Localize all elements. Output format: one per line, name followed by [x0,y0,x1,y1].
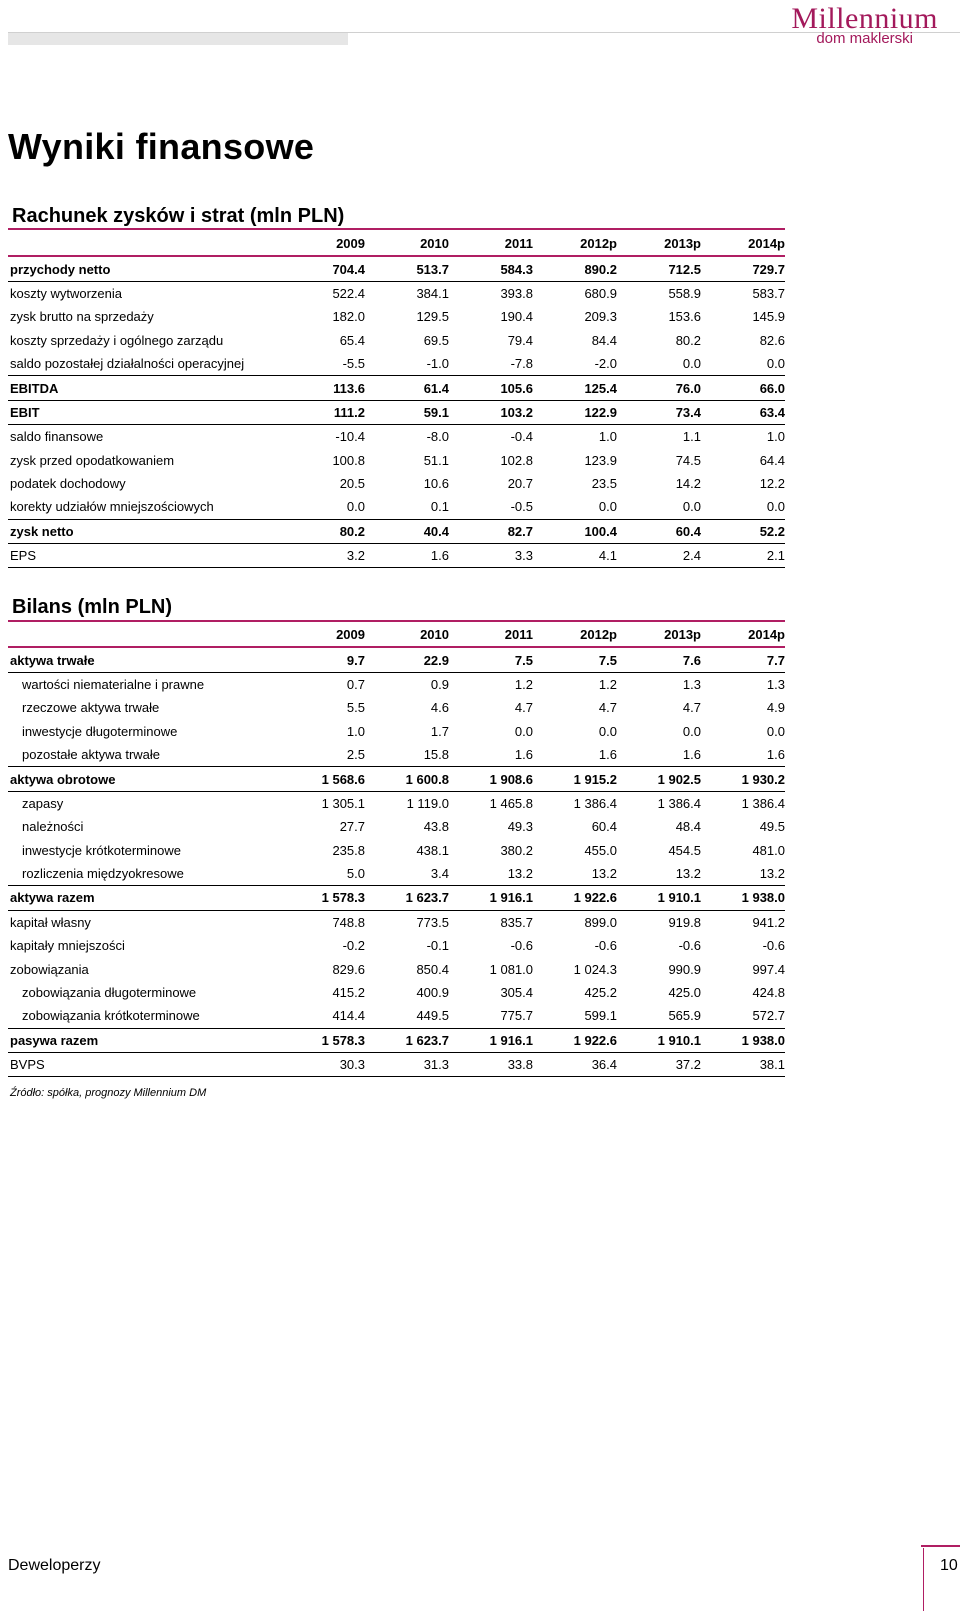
value-cell: 3.3 [449,544,533,568]
row-label: inwestycje długoterminowe [22,723,178,739]
value-cell: 3.4 [365,862,449,886]
value-cell: 9.7 [281,647,365,672]
value-cell: 380.2 [500,842,533,858]
value-cell: 425.0 [668,985,701,1001]
value-cell: 0.0 [514,723,533,739]
table-row [8,767,785,791]
value-cell: 990.9 [668,961,701,977]
value-cell: 449.5 [365,1004,449,1028]
source-note: Źródło: spółka, prognozy Millennium DM [10,1087,207,1099]
value-cell: 0.9 [430,676,449,692]
table-row [8,544,785,568]
value-cell: 1 578.3 [281,886,365,910]
income-statement-title: Rachunek zysków i strat (mln PLN) [12,205,345,227]
value-cell: 704.4 [281,256,365,281]
value-cell: 1.2 [514,676,533,692]
value-cell: 20.5 [339,476,365,492]
value-cell: -0.6 [510,938,533,954]
value-cell: 829.6 [332,961,365,977]
value-cell: -0.5 [449,495,533,519]
table-header-row [8,232,785,256]
row-label: zysk brutto na sprzedaży [10,309,154,325]
value-cell: 1.6 [365,544,449,568]
value-cell: 1.2 [598,676,617,692]
table-row [8,376,785,400]
value-cell: 1 600.8 [365,767,449,791]
value-cell: 1 024.3 [573,961,617,977]
value-cell: 129.5 [416,309,449,325]
value-cell: 1 916.1 [449,1028,533,1052]
value-cell: 38.1 [701,1053,785,1077]
value-cell: -0.6 [678,938,701,954]
value-cell: 919.8 [668,914,701,930]
value-cell: 76.0 [617,376,701,400]
value-cell: 0.0 [766,723,785,739]
value-cell: 1 922.6 [533,1028,617,1052]
value-cell: -1.0 [365,352,449,376]
value-cell: 729.7 [701,256,785,281]
value-cell: 15.8 [365,743,449,767]
value-cell: -0.6 [762,938,785,954]
value-cell: 1 578.3 [281,1028,365,1052]
value-cell: 48.4 [675,819,701,835]
value-cell: 0.7 [346,676,365,692]
value-cell: 123.9 [584,452,617,468]
value-cell: 1.0 [346,723,365,739]
value-cell: 2.1 [701,544,785,568]
value-cell: 23.5 [591,476,617,492]
value-cell: 100.8 [332,452,365,468]
value-cell: 0.1 [365,495,449,519]
row-label: aktywa obrotowe [8,767,281,791]
value-cell: -7.8 [449,352,533,376]
page-number: 10 [940,1557,958,1574]
value-cell: 0.0 [682,723,701,739]
value-cell: 1 916.1 [449,886,533,910]
table-row [8,281,785,305]
footer-rule [921,1545,960,1547]
value-cell: 1 386.4 [573,795,617,811]
value-cell: 583.7 [752,285,785,301]
value-cell: 100.4 [533,519,617,543]
value-cell: 5.5 [346,700,365,716]
value-cell: 414.4 [281,1004,365,1028]
value-cell: 40.4 [365,519,449,543]
value-cell: 80.2 [281,519,365,543]
row-label: saldo finansowe [10,429,104,445]
table-row [8,839,785,862]
value-cell: 400.9 [416,985,449,1001]
header-label-cell [8,232,281,256]
value-cell: 49.3 [507,819,533,835]
value-cell: 1 922.6 [533,886,617,910]
table-row [8,256,785,281]
row-label: saldo pozostałej działalności operacyjnej [8,352,281,376]
value-cell: 51.1 [423,452,449,468]
row-label: BVPS [8,1053,281,1077]
row-label: EBIT [8,400,281,424]
value-cell: 425.2 [584,985,617,1001]
value-cell: 4.6 [430,700,449,716]
table-row [8,352,785,376]
row-label: rozliczenia międzyokresowe [8,862,281,886]
value-cell: 1 915.2 [533,767,617,791]
value-cell: -0.6 [594,938,617,954]
column-header: 2014p [701,232,785,256]
value-cell: 37.2 [617,1053,701,1077]
income-statement-title-rule [8,228,785,230]
balance-sheet-title: Bilans (mln PLN) [12,596,173,618]
value-cell: 7.5 [533,647,617,672]
logo-name: Millennium [791,2,938,35]
value-cell: 890.2 [533,256,617,281]
balance-sheet-table [8,623,785,1077]
value-cell: 125.4 [533,376,617,400]
value-cell: 1.7 [430,723,449,739]
value-cell: 3.2 [281,544,365,568]
value-cell: 1 910.1 [617,1028,701,1052]
column-header: 2013p [617,232,701,256]
footer-divider [923,1548,924,1611]
table-row [8,862,785,886]
value-cell: 82.6 [759,332,785,348]
value-cell: 1 930.2 [701,767,785,791]
value-cell: 64.4 [759,452,785,468]
column-header: 2012p [533,232,617,256]
value-cell: 36.4 [533,1053,617,1077]
value-cell: 513.7 [365,256,449,281]
value-cell: 424.8 [752,985,785,1001]
value-cell: 5.0 [281,862,365,886]
table-row [8,720,785,743]
table-row [8,957,785,980]
value-cell: 22.9 [365,647,449,672]
value-cell: 1 938.0 [701,1028,785,1052]
row-label: EPS [8,544,281,568]
value-cell: 1 081.0 [489,961,533,977]
table-row [8,495,785,519]
table-row [8,815,785,838]
column-header: 2014p [701,623,785,647]
page-title: Wyniki finansowe [8,126,315,167]
value-cell: 153.6 [668,309,701,325]
value-cell: 0.0 [617,495,701,519]
row-label: przychody netto [8,256,281,281]
value-cell: 14.2 [675,476,701,492]
value-cell: 182.0 [332,309,365,325]
value-cell: 393.8 [500,285,533,301]
value-cell: 2.5 [281,743,365,767]
row-label: inwestycje krótkoterminowe [22,842,181,858]
value-cell: 13.2 [533,862,617,886]
value-cell: -10.4 [335,429,365,445]
row-label: zysk przed opodatkowaniem [10,452,175,468]
value-cell: 481.0 [752,842,785,858]
value-cell: 20.7 [507,476,533,492]
value-cell: 0.0 [701,352,785,376]
header-label-cell [8,623,281,647]
row-label: zobowiązania krótkoterminowe [8,1004,281,1028]
value-cell: 52.2 [701,519,785,543]
value-cell: 80.2 [675,332,701,348]
table-row [8,329,785,352]
value-cell: 30.3 [281,1053,365,1077]
row-label: aktywa trwałe [8,647,281,672]
row-label: koszty sprzedaży i ogólnego zarządu [10,332,224,348]
value-cell: 454.5 [668,842,701,858]
table-row [8,981,785,1004]
row-label: aktywa razem [8,886,281,910]
value-cell: 1 465.8 [489,795,533,811]
value-cell: 0.0 [281,495,365,519]
value-cell: 835.7 [500,914,533,930]
table-row [8,425,785,449]
value-cell: 584.3 [449,256,533,281]
column-header: 2012p [533,623,617,647]
value-cell: 1 910.1 [617,886,701,910]
value-cell: 438.1 [416,842,449,858]
value-cell: 113.6 [281,376,365,400]
value-cell: 4.7 [682,700,701,716]
value-cell: 69.5 [423,332,449,348]
table-row [8,791,785,815]
table-header-row [8,623,785,647]
value-cell: 1.3 [766,676,785,692]
value-cell: 2.4 [617,544,701,568]
value-cell: 0.0 [701,495,785,519]
value-cell: 66.0 [701,376,785,400]
column-header: 2009 [281,232,365,256]
value-cell: 122.9 [533,400,617,424]
table-row [8,886,785,910]
value-cell: 84.4 [591,332,617,348]
value-cell: 1 938.0 [701,886,785,910]
value-cell: 997.4 [752,961,785,977]
value-cell: 384.1 [416,285,449,301]
value-cell: 13.2 [701,862,785,886]
value-cell: 1 902.5 [617,767,701,791]
value-cell: 1 568.6 [281,767,365,791]
table-row [8,934,785,957]
value-cell: 74.5 [675,452,701,468]
value-cell: 10.6 [423,476,449,492]
value-cell: 82.7 [449,519,533,543]
row-label: należności [22,819,84,835]
value-cell: 1.3 [682,676,701,692]
table-row [8,696,785,719]
value-cell: 0.0 [598,723,617,739]
value-cell: 31.3 [365,1053,449,1077]
value-cell: -8.0 [426,429,449,445]
value-cell: 145.9 [752,309,785,325]
value-cell: 73.4 [617,400,701,424]
row-label: zobowiązania długoterminowe [22,985,197,1001]
column-header: 2011 [449,623,533,647]
row-label: korekty udziałów mniejszościowych [8,495,281,519]
value-cell: -2.0 [533,352,617,376]
table-row [8,647,785,672]
value-cell: 79.4 [507,332,533,348]
table-row [8,672,785,696]
value-cell: 65.4 [339,332,365,348]
row-label: kapitały mniejszości [10,938,125,954]
table-row [8,1028,785,1052]
column-header: 2009 [281,623,365,647]
table-row [8,910,785,934]
row-label: zapasy [22,795,64,811]
value-cell: 773.5 [416,914,449,930]
value-cell: 899.0 [584,914,617,930]
column-header: 2010 [365,232,449,256]
value-cell: -0.2 [342,938,365,954]
table-row [8,1004,785,1028]
value-cell: 455.0 [584,842,617,858]
row-label: zysk netto [8,519,281,543]
value-cell: 712.5 [617,256,701,281]
value-cell: 305.4 [500,985,533,1001]
value-cell: 111.2 [281,400,365,424]
value-cell: 190.4 [500,309,533,325]
value-cell: 558.9 [668,285,701,301]
value-cell: 103.2 [449,400,533,424]
value-cell: 4.1 [533,544,617,568]
value-cell: 61.4 [365,376,449,400]
value-cell: 850.4 [416,961,449,977]
value-cell: 572.7 [701,1004,785,1028]
value-cell: 1 386.4 [741,795,785,811]
value-cell: 565.9 [617,1004,701,1028]
table-row [8,472,785,495]
table-row [8,743,785,767]
row-label: zobowiązania [10,961,89,977]
value-cell: 941.2 [752,914,785,930]
income-statement-table [8,232,785,568]
value-cell: 1.6 [701,743,785,767]
row-label: rzeczowe aktywa trwałe [22,700,160,716]
value-cell: 59.1 [365,400,449,424]
value-cell: -0.1 [426,938,449,954]
value-cell: 60.4 [617,519,701,543]
value-cell: 7.6 [617,647,701,672]
row-label: pasywa razem [8,1028,281,1052]
value-cell: 1.6 [449,743,533,767]
value-cell: 0.0 [533,495,617,519]
value-cell: 12.2 [759,476,785,492]
column-header: 2013p [617,623,701,647]
value-cell: 1.1 [682,429,701,445]
value-cell: 1 119.0 [406,795,449,811]
value-cell: 27.7 [339,819,365,835]
value-cell: 60.4 [591,819,617,835]
value-cell: 775.7 [449,1004,533,1028]
logo-subtitle: dom maklerski [816,30,913,47]
value-cell: 105.6 [449,376,533,400]
value-cell: 680.9 [584,285,617,301]
value-cell: 748.8 [332,914,365,930]
row-label: pozostałe aktywa trwałe [8,743,281,767]
value-cell: 415.2 [332,985,365,1001]
row-label: podatek dochodowy [10,476,126,492]
value-cell: 1 908.6 [449,767,533,791]
value-cell: 1 305.1 [321,795,365,811]
value-cell: 4.7 [514,700,533,716]
value-cell: 522.4 [332,285,365,301]
value-cell: 33.8 [449,1053,533,1077]
value-cell: 7.7 [701,647,785,672]
value-cell: 7.5 [449,647,533,672]
value-cell: 1.0 [598,429,617,445]
value-cell: -5.5 [281,352,365,376]
value-cell: 1 623.7 [365,1028,449,1052]
value-cell: 1.6 [533,743,617,767]
row-label: kapitał własny [10,914,91,930]
balance-sheet-title-rule [8,620,785,622]
value-cell: -0.4 [510,429,533,445]
row-label: koszty wytworzenia [10,285,122,301]
value-cell: 0.0 [617,352,701,376]
value-cell: 599.1 [533,1004,617,1028]
value-cell: 209.3 [584,309,617,325]
column-header: 2011 [449,232,533,256]
value-cell: 1.6 [617,743,701,767]
value-cell: 102.8 [500,452,533,468]
column-header: 2010 [365,623,449,647]
header-gray-bar [8,33,348,45]
value-cell: 13.2 [449,862,533,886]
value-cell: 1.0 [766,429,785,445]
table-row [8,400,785,424]
value-cell: 1 623.7 [365,886,449,910]
value-cell: 43.8 [423,819,449,835]
table-row [8,449,785,472]
table-row [8,1053,785,1077]
value-cell: 4.9 [766,700,785,716]
millennium-logo [791,4,938,46]
value-cell: 13.2 [617,862,701,886]
row-label: wartości niematerialne i prawne [22,676,205,692]
value-cell: 235.8 [332,842,365,858]
table-row [8,519,785,543]
value-cell: 4.7 [598,700,617,716]
value-cell: 1 386.4 [657,795,701,811]
row-label: EBITDA [8,376,281,400]
table-row [8,305,785,328]
footer-section-name: Deweloperzy [8,1557,101,1574]
value-cell: 49.5 [759,819,785,835]
value-cell: 63.4 [701,400,785,424]
